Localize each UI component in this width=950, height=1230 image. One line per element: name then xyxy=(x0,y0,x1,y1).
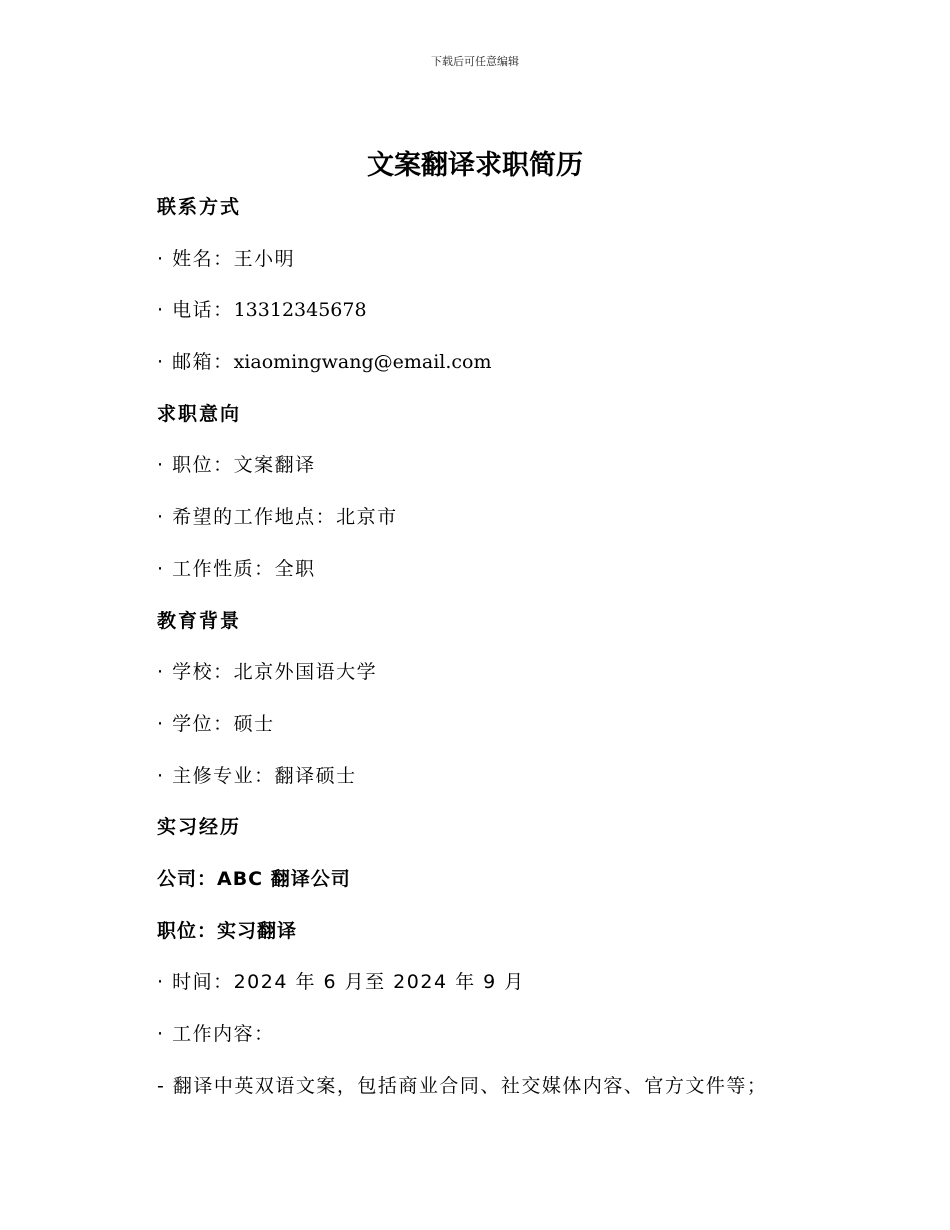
internship-role: 职位：实习翻译 xyxy=(157,919,298,942)
intention-nature: · 工作性质：全职 xyxy=(157,557,316,580)
internship-time: · 时间：2024 年 6 月至 2024 年 9 月 xyxy=(157,971,525,994)
intention-location: · 希望的工作地点：北京市 xyxy=(157,506,398,529)
education-major: · 主修专业：翻译硕士 xyxy=(157,764,357,787)
intention-position: · 职位：文案翻译 xyxy=(157,454,316,477)
section-heading-contact: 联系方式 xyxy=(157,196,242,218)
education-degree: · 学位：硕士 xyxy=(157,712,275,735)
contact-email-label: · 邮箱： xyxy=(157,351,234,374)
contact-name: · 姓名：王小明 xyxy=(157,247,296,270)
section-heading-intention: 求职意向 xyxy=(157,402,242,425)
internship-company: 公司：ABC 翻译公司 xyxy=(157,867,351,890)
contact-email-value: xiaomingwang@email.com xyxy=(233,351,492,374)
internship-content-item: - 翻译中英双语文案，包括商业合同、社交媒体内容、官方文件等； xyxy=(157,1074,768,1097)
section-heading-education: 教育背景 xyxy=(157,609,242,632)
contact-phone-value: 13312345678 xyxy=(233,299,367,322)
page-header-note: 下载后可任意编辑 xyxy=(431,55,519,68)
contact-phone-label: · 电话： xyxy=(157,299,234,322)
resume-body xyxy=(157,194,857,1124)
document-title: 文案翻译求职简历 xyxy=(367,150,583,181)
section-heading-internship: 实习经历 xyxy=(157,816,242,839)
contact-phone xyxy=(157,297,857,349)
contact-email xyxy=(157,349,857,401)
internship-content-label: · 工作内容： xyxy=(157,1023,275,1045)
education-school: · 学校：北京外国语大学 xyxy=(157,661,378,684)
